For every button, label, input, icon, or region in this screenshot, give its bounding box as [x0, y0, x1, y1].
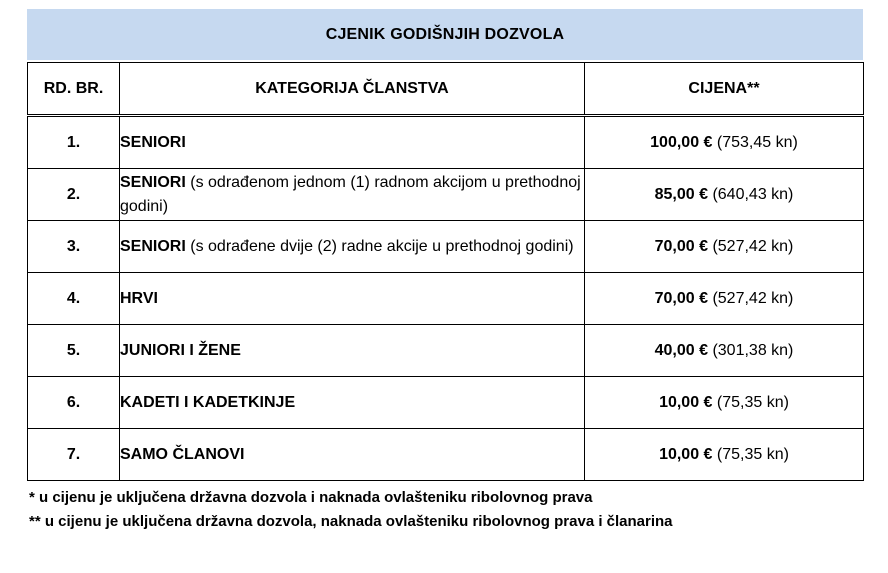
category-name: SAMO ČLANOVI [120, 445, 245, 463]
table-row [28, 221, 864, 273]
price-eur: 70,00 € [654, 237, 708, 255]
row-price [585, 273, 864, 325]
row-category [120, 377, 585, 429]
category-name: SENIORI [120, 173, 186, 191]
row-category [120, 169, 585, 221]
row-price [585, 429, 864, 481]
table-row [28, 273, 864, 325]
price-eur: 85,00 € [654, 185, 708, 203]
row-number: 6. [28, 377, 120, 429]
row-number: 4. [28, 273, 120, 325]
footnote-single-asterisk: * u cijenu je uključena državna dozvola i naknada ovlašteniku ribolovnog prava [29, 489, 593, 506]
row-category [120, 116, 585, 169]
row-category [120, 273, 585, 325]
price-eur: 10,00 € [659, 445, 713, 463]
category-name: SENIORI [120, 133, 186, 151]
row-category [120, 325, 585, 377]
row-category [120, 221, 585, 273]
price-kn: (640,43 kn) [708, 185, 794, 203]
price-kn: (527,42 kn) [708, 237, 794, 255]
row-category [120, 429, 585, 481]
header-price: CIJENA** [585, 63, 864, 116]
row-price [585, 221, 864, 273]
row-price [585, 377, 864, 429]
row-price [585, 169, 864, 221]
row-number: 2. [28, 169, 120, 221]
category-name: JUNIORI I ŽENE [120, 341, 241, 359]
category-note: (s odrađene dvije (2) radne akcije u prethodnoj godini) [185, 237, 574, 255]
table-row [28, 116, 864, 169]
document-title: CJENIK GODIŠNJIH DOZVOLA [27, 9, 863, 60]
price-list-document [27, 9, 863, 534]
price-eur: 40,00 € [654, 341, 708, 359]
row-price [585, 116, 864, 169]
price-kn: (301,38 kn) [708, 341, 794, 359]
category-name: KADETI I KADETKINJE [120, 393, 296, 411]
row-number: 1. [28, 116, 120, 169]
price-eur: 70,00 € [654, 289, 708, 307]
row-number: 7. [28, 429, 120, 481]
row-price [585, 325, 864, 377]
table-row [28, 325, 864, 377]
category-name: HRVI [120, 289, 158, 307]
price-kn: (75,35 kn) [712, 393, 789, 411]
table-row [28, 377, 864, 429]
price-kn: (527,42 kn) [708, 289, 794, 307]
table-row [28, 169, 864, 221]
header-number: RD. BR. [28, 63, 120, 116]
price-table [27, 62, 864, 481]
price-kn: (753,45 kn) [712, 133, 798, 151]
row-number: 3. [28, 221, 120, 273]
table-header-row [28, 63, 864, 116]
category-name: SENIORI [120, 237, 186, 255]
price-eur: 100,00 € [650, 133, 713, 151]
footnotes [27, 486, 863, 534]
footnote-double-asterisk: ** u cijenu je uključena državna dozvola, naknada ovlašteniku ribolovnog prava i članarina [29, 513, 673, 530]
price-eur: 10,00 € [659, 393, 713, 411]
category-note: (s odrađenom jednom (1) radnom akcijom u prethodnoj godini) [120, 173, 581, 215]
table-row [28, 429, 864, 481]
row-number: 5. [28, 325, 120, 377]
price-kn: (75,35 kn) [712, 445, 789, 463]
header-category: KATEGORIJA ČLANSTVA [120, 63, 585, 116]
